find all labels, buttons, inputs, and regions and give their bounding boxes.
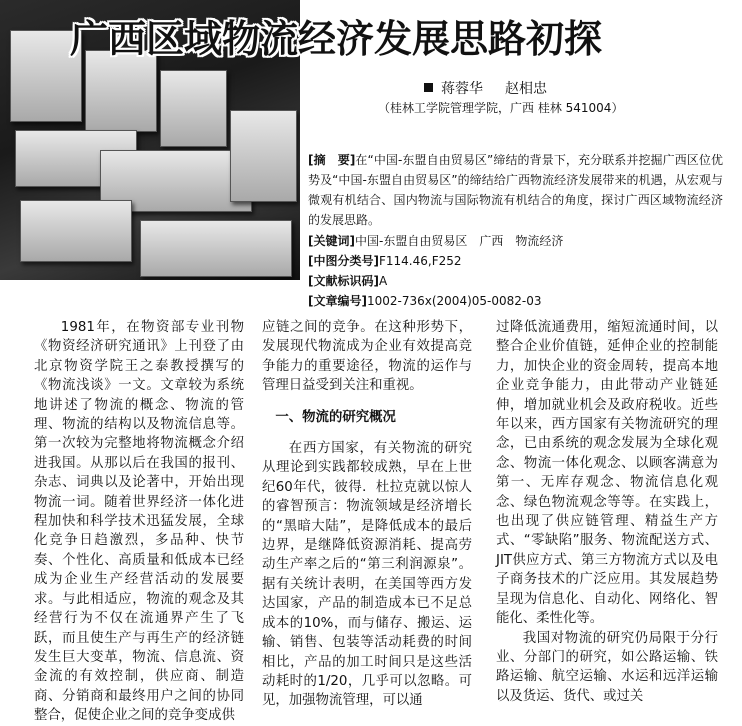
body-paragraph: 应链之间的竞争。在这种形势下，发展现代物流成为企业有效提高竞争能力的重要途径，物流的运作与管理日益受到关注和重视。: [262, 320, 472, 394]
author-name: 蒋蓉华: [441, 81, 483, 97]
section-heading: 一、物流的研究概况: [275, 409, 396, 425]
photo-box: [230, 110, 297, 202]
abstract-label: [摘 要]: [308, 153, 356, 167]
body-column-3: [496, 318, 718, 706]
abstract: [308, 150, 723, 230]
doc-code-value: A: [378, 274, 388, 288]
body-paragraph: 在西方国家，有关物流的研究从理论到实践都较成熟，早在上世纪60年代，彼得．杜拉克就以惊人的睿智预言：物流领域是经济增长的“黑暗大陆”，是降低成本的最后边界，是继降低资源消耗、提高劳动生产率之后的“第三利润源泉”。据有关统计表明，在美国等西方发达国家，产品的制造成本已不足总成本的10%，而与储存、搬运、运输、销售、包装等活动耗费的时间相比，产品的加工时间只是这些活动耗时的1/20，几乎可以忽略。可见，加强物流管理，可以通: [262, 441, 472, 709]
keywords-line: [308, 232, 563, 249]
author-name: 赵相忠: [505, 81, 547, 97]
body-paragraph: 我国对物流的研究仍局限于分行业、分部门的研究，如公路运输、铁路运输、航空运输、水运和远洋运输以及货运、货代、或过关: [496, 630, 718, 704]
body-paragraph: 1981年，在物资部专业刊物《物资经济研究通讯》上刊登了由北京物资学院王之泰教授撰写的《物流浅谈》一文。文章较为系统地讲述了物流的概念、物流的管理、物流的结构以及物流信息等。第一次较为完整地将物流概念介绍进我国。从那以后在我国的报刊、杂志、词典以及论著中，开始出现物流一词。随着世界经济一体化进程加快和科学技术迅猛发展，全球化竞争日趋激烈，多品种、快节奏、个性化、高质量和低成本已经成为企业生产经营活动的发展要求。与此相适应，物流的观念及其经营行为不仅在流通界产生了飞跃，而且使生产与再生产的经济链发生巨大变革，物流、信息流、资金流的有效控制，供应商、制造商、分销商和最终用户之间的协同整合，促使企业之间的竞争变成供: [34, 320, 244, 724]
article-number-label: [文章编号]: [308, 294, 367, 308]
body-column-1: [34, 318, 244, 726]
photo-box: [20, 200, 132, 262]
doc-code-line: [308, 272, 387, 289]
author-affiliation: （桂林工学院管理学院，广西 桂林 541004）: [378, 101, 624, 115]
body-column-2: [262, 318, 472, 711]
body-paragraph: 过降低流通费用，缩短流通时间，以整合企业价值链，延伸企业的控制能力，加快企业的资金周转，提高本地企业竞争能力，由此带动产业链延伸，增加就业机会及政府税收。近些年以来，西方国家有关物流研究的理念，已由系统的观念发展为全球化观念、物流一体化观念、以顾客满意为第一、无库存观念、物流信息化观念、绿色物流观念等等。在实践上，也出现了供应链管理、精益生产方式、“零缺陷”服务、物流配送方式、JIT供应方式、第三方物流方式以及电子商务技术的广泛应用。其发展趋势呈现为信息化、自动化、网络化、智能化、柔性化等。: [496, 320, 718, 627]
abstract-text: 在“中国-东盟自由贸易区”缔结的背景下，充分联系并挖掘广西区位优势及“中国-东盟自由贸易区”的缔结给广西物流经济发展带来的机遇，从宏观与微观有机结合、国内物流与国际物流有机结合的角度，探讨广西区域物流经济的发展思路。: [308, 153, 723, 227]
photo-box: [160, 70, 227, 147]
article-number-value: 1002-736x(2004)05-0082-03: [366, 294, 542, 308]
article-title: 广西区域物流经济发展思路初探: [70, 16, 603, 61]
clc-value: F114.46,F252: [378, 254, 462, 268]
article-number-line: [308, 292, 542, 309]
author-line: [424, 78, 547, 98]
keywords-value: 中国-东盟自由贸易区 广西 物流经济: [354, 234, 564, 248]
clc-label: [中图分类号]: [308, 254, 379, 268]
photo-box: [140, 220, 292, 277]
clc-line: [308, 252, 462, 269]
keywords-label: [关键词]: [308, 234, 355, 248]
doc-code-label: [文献标识码]: [308, 274, 379, 288]
square-bullet-icon: [424, 83, 433, 92]
